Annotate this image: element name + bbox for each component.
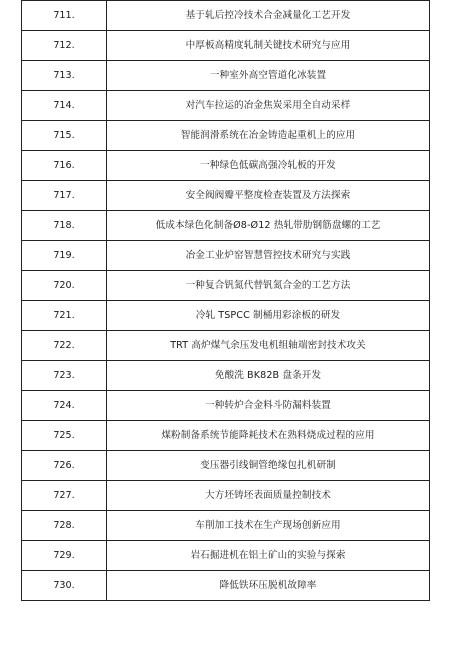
- table-row: [22, 121, 430, 151]
- project-title: 对汽车拉运的冶金焦炭采用全自动采样: [107, 91, 430, 121]
- project-title: 车削加工技术在生产现场创新应用: [107, 511, 430, 541]
- project-table: [21, 0, 430, 601]
- row-number: 722.: [22, 331, 107, 361]
- row-number: 719.: [22, 241, 107, 271]
- row-number: 716.: [22, 151, 107, 181]
- row-number: 727.: [22, 481, 107, 511]
- project-title: 低成本绿色化制备Ø8-Ø12 热轧带肋钢筋盘螺的工艺: [107, 211, 430, 241]
- row-number: 723.: [22, 361, 107, 391]
- table-row: [22, 241, 430, 271]
- project-table-body: [22, 1, 430, 601]
- table-row: [22, 151, 430, 181]
- project-title: TRT 高炉煤气余压发电机组轴端密封技术攻关: [107, 331, 430, 361]
- table-row: [22, 61, 430, 91]
- row-number: 726.: [22, 451, 107, 481]
- row-number: 725.: [22, 421, 107, 451]
- table-row: [22, 271, 430, 301]
- project-title: 基于轧后控冷技术合金减量化工艺开发: [107, 1, 430, 31]
- project-title: 一种转炉合金料斗防漏料装置: [107, 391, 430, 421]
- table-row: [22, 541, 430, 571]
- project-title: 冶金工业炉窑智慧管控技术研究与实践: [107, 241, 430, 271]
- row-number: 730.: [22, 571, 107, 601]
- row-number: 724.: [22, 391, 107, 421]
- table-row: [22, 211, 430, 241]
- row-number: 713.: [22, 61, 107, 91]
- table-row: [22, 481, 430, 511]
- table-row: [22, 31, 430, 61]
- table-row: [22, 91, 430, 121]
- project-title: 岩石掘进机在铝土矿山的实验与探索: [107, 541, 430, 571]
- row-number: 729.: [22, 541, 107, 571]
- row-number: 721.: [22, 301, 107, 331]
- row-number: 712.: [22, 31, 107, 61]
- table-row: [22, 1, 430, 31]
- row-number: 717.: [22, 181, 107, 211]
- table-row: [22, 571, 430, 601]
- project-title: 安全阀阀瓣平整度检查装置及方法探索: [107, 181, 430, 211]
- table-row: [22, 181, 430, 211]
- table-row: [22, 361, 430, 391]
- project-title: 降低铁环压脱机故障率: [107, 571, 430, 601]
- project-title: 煤粉制备系统节能降耗技术在熟料烧成过程的应用: [107, 421, 430, 451]
- project-title: 中厚板高精度轧制关键技术研究与应用: [107, 31, 430, 61]
- row-number: 720.: [22, 271, 107, 301]
- project-title: 一种室外高空管道化冰装置: [107, 61, 430, 91]
- row-number: 718.: [22, 211, 107, 241]
- row-number: 715.: [22, 121, 107, 151]
- table-row: [22, 511, 430, 541]
- table-row: [22, 391, 430, 421]
- table-row: [22, 301, 430, 331]
- row-number: 714.: [22, 91, 107, 121]
- table-row: [22, 451, 430, 481]
- table-row: [22, 421, 430, 451]
- row-number: 711.: [22, 1, 107, 31]
- project-title: 大方坯铸坯表面质量控制技术: [107, 481, 430, 511]
- project-title: 免酸洗 BK82B 盘条开发: [107, 361, 430, 391]
- project-title: 一种绿色低碳高强冷轧板的开发: [107, 151, 430, 181]
- table-row: [22, 331, 430, 361]
- project-title: 一种复合钒氮代替钒氮合金的工艺方法: [107, 271, 430, 301]
- project-title: 智能润滑系统在冶金铸造起重机上的应用: [107, 121, 430, 151]
- project-title: 变压器引线铜管绝缘包扎机研制: [107, 451, 430, 481]
- row-number: 728.: [22, 511, 107, 541]
- project-title: 冷轧 TSPCC 制桶用彩涂板的研发: [107, 301, 430, 331]
